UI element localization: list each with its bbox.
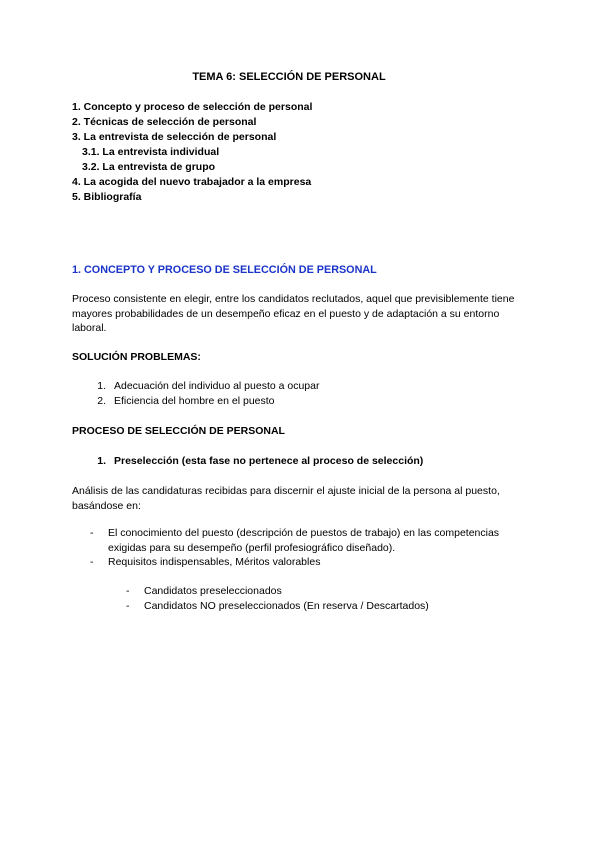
section-heading: 1. CONCEPTO Y PROCESO DE SELECCIÓN DE PERSONAL — [72, 264, 377, 276]
list-item — [72, 394, 319, 409]
list-text: Eficiencia del hombre en el puesto — [114, 394, 275, 407]
list-number: 1 . — [72, 379, 108, 394]
list-text: Candidatos NO preseleccionados (En reserva / Descartados) — [144, 600, 429, 612]
toc-item-1: 1. Concepto y proceso de selección de personal — [72, 101, 313, 113]
dash-bullet: - — [126, 585, 130, 597]
toc-item-3-1: 3.1. La entrevista individual — [82, 146, 220, 158]
toc-item-4: 4. La acogida del nuevo trabajador a la empresa — [72, 176, 312, 188]
toc-item-2: 2. Técnicas de selección de personal — [72, 116, 257, 128]
toc-item-3-2: 3.2. La entrevista de grupo — [82, 161, 216, 173]
list-item — [108, 584, 528, 599]
document-title: TEMA 6: SELECCIÓN DE PERSONAL — [192, 71, 386, 83]
dash-bullet: - — [126, 600, 130, 612]
toc-item-5: 5. Bibliografía — [72, 191, 142, 203]
list-item — [72, 526, 532, 555]
step-preseleccion — [72, 454, 423, 469]
criterios-list — [72, 526, 532, 570]
toc-item-3: 3. La entrevista de selección de personal — [72, 131, 277, 143]
dash-bullet: - — [90, 556, 94, 568]
proceso-heading: PROCESO DE SELECCIÓN DE PERSONAL — [72, 425, 285, 437]
step-text: Preselección (esta fase no pertenece al proceso de selección) — [114, 455, 424, 467]
list-item — [72, 555, 532, 570]
solucion-list — [72, 379, 319, 408]
intro-paragraph: Proceso consistente en elegir, entre los candidatos reclutados, aquel que previsiblemente tiene mayores probabilidades de un desempeño eficaz en el puesto y de adaptación a su entorno laboral. — [72, 293, 515, 334]
step-number: 1 . — [72, 454, 108, 469]
resultados-list — [108, 584, 528, 614]
list-number: 2 . — [72, 394, 108, 409]
list-text: Adecuación del individuo al puesto a ocupar — [114, 380, 320, 392]
table-of-contents — [72, 100, 312, 205]
list-item — [72, 379, 319, 394]
solucion-heading: SOLUCIÓN PROBLEMAS: — [72, 351, 201, 363]
list-item — [108, 599, 528, 614]
analisis-paragraph: Análisis de las candidaturas recibidas para discernir el ajuste inicial de la persona al puesto, basándose en: — [72, 485, 500, 512]
list-text: El conocimiento del puesto (descripción de puestos de trabajo) en las competencias exigidas para su desempeño (perfil profesiográfico diseñado). — [108, 527, 500, 554]
list-text: Requisitos indispensables, Méritos valorables — [108, 556, 321, 568]
list-text: Candidatos preseleccionados — [144, 585, 282, 597]
dash-bullet: - — [90, 527, 94, 539]
